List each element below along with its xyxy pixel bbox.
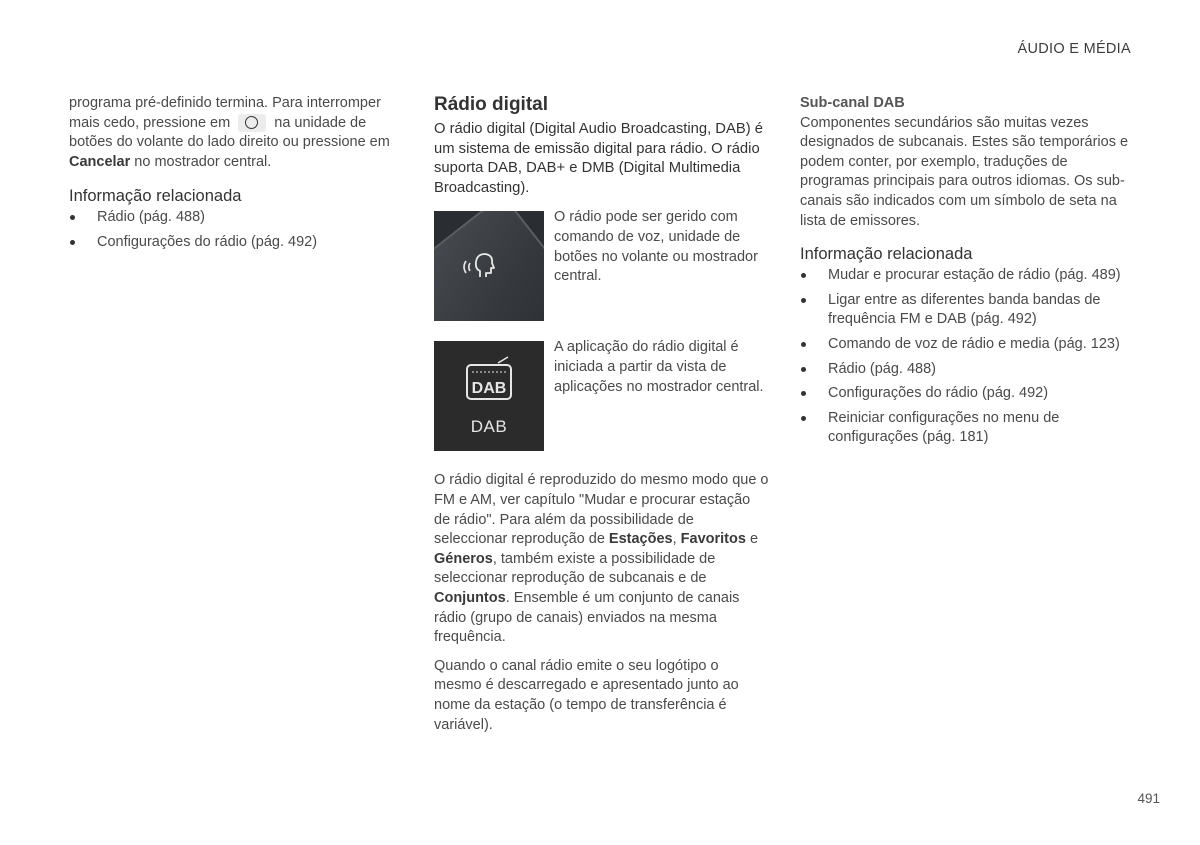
text-segment: programa pré-definido termina. Para interromper mais cedo, pressione em (69, 95, 381, 131)
related-link[interactable]: Configurações do rádio (pág. 492) (69, 233, 399, 253)
intro-paragraph: O rádio digital (Digital Audio Broadcasting, DAB) é um sistema de emissão digital para rádio. O rádio suporta DAB, DAB+ e DMB (Digital Multimedia Broadcasting). (434, 121, 763, 196)
column-left (69, 94, 399, 258)
related-list (69, 208, 399, 252)
related-link[interactable]: Mudar e procurar estação de rádio (pág. 489) (800, 266, 1135, 286)
stations-term: Estações (608, 531, 673, 548)
related-link[interactable]: Comando de voz de rádio e media (pág. 123) (800, 335, 1135, 355)
cancel-term: Cancelar (69, 153, 131, 170)
related-link[interactable]: Ligar entre as diferentes banda bandas de frequência FM e DAB (pág. 492) (800, 291, 1135, 330)
related-link[interactable]: Rádio (pág. 488) (800, 360, 1135, 380)
text-segment: O rádio digital é reproduzido do mesmo modo que o FM e AM, ver capítulo "Mudar e procurar estação de rádio". Para além da possibilidade de seleccionar reprodução de (434, 472, 769, 548)
text-segment: na unidade de botões do volante do lado direito ou pressione em (69, 114, 390, 151)
text-segment: . Ensemble é um conjunto de canais rádio (grupo de canais) enviados na mesma frequência. (434, 589, 740, 646)
text-segment: e (749, 531, 759, 548)
ensembles-term: Conjuntos (434, 589, 506, 606)
genres-term: Géneros (434, 550, 493, 567)
paragraph-intro (69, 94, 399, 172)
related-link[interactable]: Configurações do rádio (pág. 492) (800, 384, 1135, 404)
text-segment: , também existe a possibilidade de seleccionar reprodução de subcanais e de (434, 550, 716, 587)
dab-icon-text: DAB (471, 380, 507, 398)
text-segment: no mostrador central. (134, 153, 272, 170)
figure-voice-row (434, 211, 769, 321)
figure-dab-caption: A aplicação do rádio digital é iniciada a partir da vista de aplicações no mostrador central. (554, 339, 764, 395)
section-title: Rádio digital (434, 94, 548, 115)
subchannel-paragraph: Componentes secundários são muitas vezes designados de subcanais. Estes são temporários e podem conter, por exemplo, traduções de programas principais para outros idiomas. Os sub-canais são indicados com um símbolo de seta na lista de emissores. (800, 114, 1129, 229)
figure-dab-row (434, 341, 769, 451)
related-heading: Informação relacionada (69, 187, 242, 206)
related-heading: Informação relacionada (800, 245, 973, 264)
radio-icon (464, 355, 514, 415)
dab-app-tile (434, 341, 544, 451)
related-list (800, 266, 1135, 448)
column-right (800, 94, 1135, 453)
figure-voice-caption: O rádio pode ser gerido com comando de voz, unidade de botões no volante ou mostrador central. (554, 209, 758, 285)
text-segment: , (672, 531, 677, 548)
dab-label: DAB (470, 417, 508, 437)
page-number: 491 (1137, 791, 1160, 806)
voice-control-image (434, 211, 544, 321)
related-link[interactable]: Reiniciar configurações no menu de configurações (pág. 181) (800, 409, 1135, 448)
related-link[interactable]: Rádio (pág. 488) (69, 208, 399, 228)
favourites-term: Favoritos (680, 531, 746, 548)
section-header: ÁUDIO E MÉDIA (1017, 41, 1131, 57)
voice-command-icon (462, 249, 502, 285)
body-paragraph: Quando o canal rádio emite o seu logótipo o mesmo é descarregado e apresentado junto ao nome da estação (o tempo de transferência é variável). (434, 657, 739, 733)
subchannel-heading: Sub-canal DAB (800, 95, 905, 111)
round-button-icon (238, 114, 266, 132)
column-middle (434, 94, 769, 735)
body-paragraph (434, 471, 769, 647)
